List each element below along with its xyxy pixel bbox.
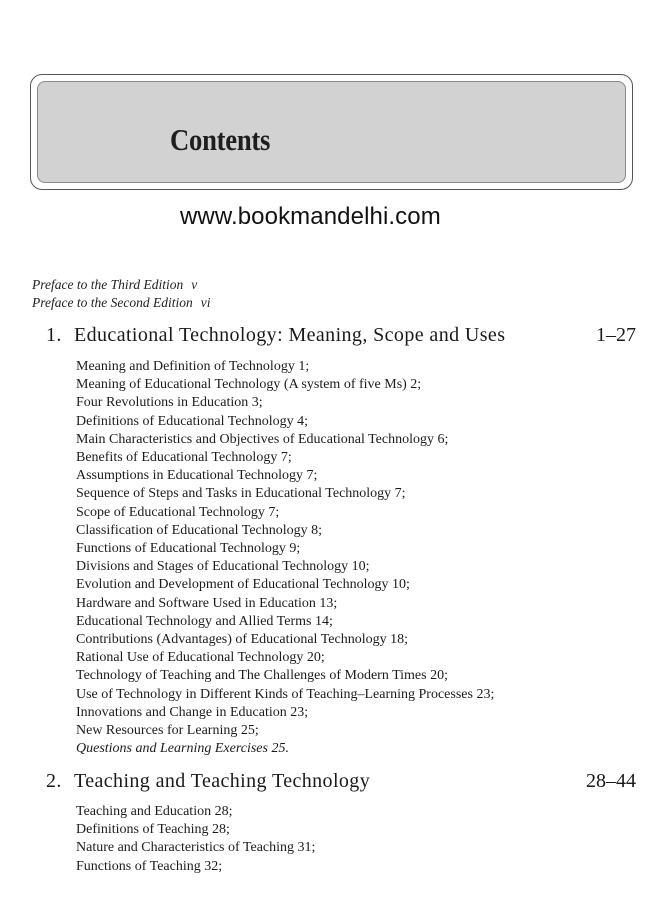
toc-entry: Functions of Educational Technology 9; — [76, 541, 301, 557]
toc-entry: Nature and Characteristics of Teaching 31; — [76, 840, 316, 856]
toc-entry: Hardware and Software Used in Education 13; — [76, 595, 338, 611]
toc-entry: Rational Use of Educational Technology 20; — [76, 650, 325, 666]
toc-entry: New Resources for Learning 25; — [76, 723, 259, 739]
toc-entry: Sequence of Steps and Tasks in Educational Technology 7; — [76, 486, 406, 502]
toc-entry: Functions of Teaching 32; — [76, 858, 223, 874]
chapter-title: Educational Technology: Meaning, Scope and Uses — [74, 324, 506, 346]
chapter-title: Teaching and Teaching Technology — [74, 770, 371, 792]
preface-third-edition — [32, 277, 197, 293]
chapter-page-range: 28–44 — [586, 770, 636, 792]
toc-entry: Meaning and Definition of Technology 1; — [76, 359, 310, 374]
chapter-1-entries — [76, 358, 494, 758]
chapter-2-heading — [46, 770, 636, 793]
toc-entry: Definitions of Educational Technology 4; — [76, 413, 309, 429]
toc-entry: Main Characteristics and Objectives of Educational Technology 6; — [76, 431, 449, 447]
preface-page: vi — [200, 295, 211, 310]
preface-label: Preface to the Third Edition — [32, 277, 184, 292]
toc-entry: Definitions of Teaching 28; — [76, 822, 230, 838]
toc-entry: Assumptions in Educational Technology 7; — [76, 468, 318, 484]
chapter-number: 2. — [46, 770, 62, 792]
preface-page: v — [191, 277, 198, 292]
toc-entry: Scope of Educational Technology 7; — [76, 504, 280, 520]
chapter-number: 1. — [46, 324, 62, 346]
toc-entry: Educational Technology and Allied Terms 14; — [76, 613, 333, 629]
chapter-page-range: 1–27 — [596, 324, 636, 346]
toc-entry-questions: Questions and Learning Exercises 25. — [76, 741, 289, 757]
website-url: www.bookmandelhi.com — [180, 203, 441, 230]
toc-entry: Use of Technology in Different Kinds of Teaching–Learning Processes 23; — [76, 686, 495, 702]
toc-entry: Innovations and Change in Education 23; — [76, 704, 309, 720]
toc-entry: Evolution and Development of Educational Technology 10; — [76, 577, 410, 593]
page-title: Contents — [170, 122, 271, 157]
toc-entry: Benefits of Educational Technology 7; — [76, 450, 292, 466]
chapter-1-heading — [46, 324, 636, 347]
chapter-2-entries — [76, 803, 315, 876]
toc-entry: Four Revolutions in Education 3; — [76, 395, 263, 411]
toc-entry: Divisions and Stages of Educational Technology 10; — [76, 559, 370, 575]
toc-entry: Classification of Educational Technology 8; — [76, 522, 323, 538]
preface-label: Preface to the Second Edition — [32, 295, 193, 310]
toc-entry: Meaning of Educational Technology (A system of five Ms) 2; — [76, 377, 422, 393]
toc-entry: Technology of Teaching and The Challenges of Modern Times 20; — [76, 668, 448, 684]
contents-header-panel — [37, 81, 626, 183]
preface-second-edition — [32, 295, 210, 311]
toc-entry: Teaching and Education 28; — [76, 804, 233, 819]
toc-entry: Contributions (Advantages) of Educational Technology 18; — [76, 632, 408, 648]
contents-header-box — [30, 74, 633, 190]
